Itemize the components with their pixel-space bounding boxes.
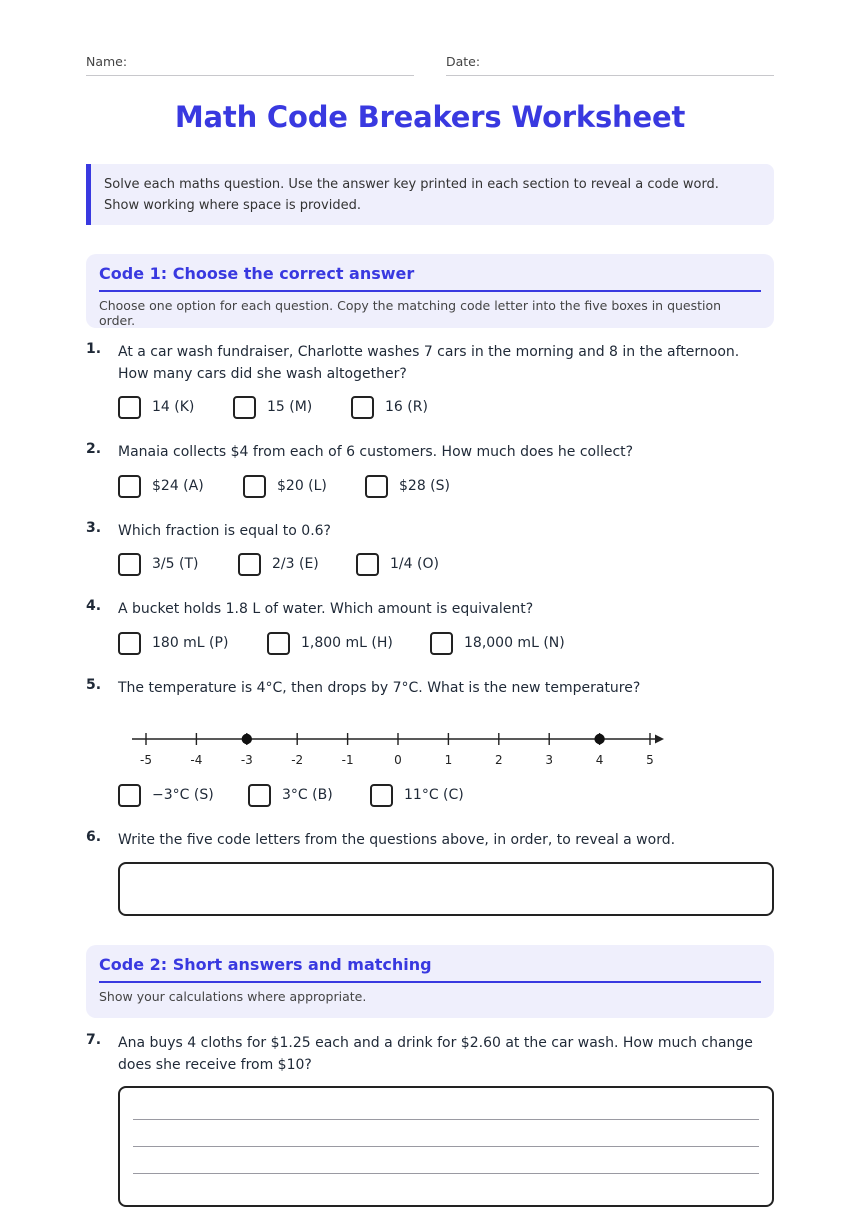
section-title: Code 1: Choose the correct answer [99, 264, 761, 292]
number-line-tick-label: -2 [291, 753, 304, 767]
date-label: Date: [446, 54, 481, 69]
option-label: $20 (L) [277, 478, 327, 494]
option-choice[interactable] [233, 395, 312, 419]
question-5 [86, 677, 774, 699]
number-line [118, 722, 678, 772]
option-label: 16 (R) [385, 399, 428, 415]
checkbox[interactable] [430, 632, 453, 655]
option-choice[interactable] [118, 395, 194, 419]
option-label: $28 (S) [399, 478, 450, 494]
option-label: 180 mL (P) [152, 635, 229, 651]
question-number: 4. [86, 598, 102, 614]
question-7 [86, 1032, 774, 1076]
working-answer-box[interactable] [118, 1086, 774, 1207]
option-label: 14 (K) [152, 399, 195, 415]
question-1 [86, 341, 774, 385]
worksheet-title: Math Code Breakers Worksheet [174, 100, 686, 134]
number-line-tick-label: 3 [545, 753, 554, 767]
option-choice[interactable] [430, 631, 565, 655]
option-choice[interactable] [267, 631, 393, 655]
option-label: 3/5 (T) [152, 556, 199, 572]
checkbox[interactable] [118, 475, 141, 498]
option-label: −3°C (S) [152, 787, 214, 803]
name-field[interactable] [86, 54, 414, 76]
right-arrow-icon [655, 735, 664, 744]
instructions-box [86, 164, 774, 225]
question-4 [86, 598, 774, 620]
question-6 [86, 829, 774, 851]
checkbox[interactable] [351, 396, 374, 419]
section-code-2 [86, 945, 774, 1018]
option-choice[interactable] [118, 552, 198, 576]
section-title: Code 2: Short answers and matching [99, 955, 761, 983]
section-subtitle: Show your calculations where appropriate. [99, 989, 367, 1004]
checkbox[interactable] [267, 632, 290, 655]
checkbox[interactable] [118, 784, 141, 807]
checkbox[interactable] [118, 396, 141, 419]
question-text: A bucket holds 1.8 L of water. Which amount is equivalent? [118, 601, 534, 617]
question-number: 2. [86, 441, 102, 457]
writing-line [133, 1119, 759, 1120]
checkbox[interactable] [365, 475, 388, 498]
checkbox[interactable] [356, 553, 379, 576]
option-label: 1,800 mL (H) [301, 635, 393, 651]
option-label: 11°C (C) [404, 787, 464, 803]
question-text: The temperature is 4°C, then drops by 7°C. What is the new temperature? [118, 680, 641, 696]
section-code-1 [86, 254, 774, 328]
checkbox[interactable] [238, 553, 261, 576]
writing-line [133, 1173, 759, 1174]
number-line-tick-label: -5 [140, 753, 152, 767]
option-label: 3°C (B) [282, 787, 333, 803]
question-3 [86, 520, 774, 542]
question-2 [86, 441, 774, 463]
question-number: 3. [86, 520, 102, 536]
question-text: Ana buys 4 cloths for $1.25 each and a drink for $2.60 at the car wash. How much change does she receive from $10? [118, 1035, 753, 1073]
date-field[interactable] [446, 54, 774, 76]
option-label: 2/3 (E) [272, 556, 319, 572]
number-line-tick-label: 0 [394, 753, 402, 767]
question-number: 7. [86, 1032, 102, 1048]
section-subtitle: Choose one option for each question. Copy the matching code letter into the five boxes in question order. [99, 298, 722, 328]
name-label: Name: [86, 54, 128, 69]
number-line-tick-label: 5 [646, 753, 654, 767]
option-label: 1/4 (O) [390, 556, 439, 572]
option-label: 15 (M) [267, 399, 313, 415]
option-choice[interactable] [118, 474, 204, 498]
checkbox[interactable] [118, 632, 141, 655]
option-choice[interactable] [118, 631, 228, 655]
question-number: 5. [86, 677, 102, 693]
option-choice[interactable] [238, 552, 319, 576]
question-text: Which fraction is equal to 0.6? [118, 523, 331, 539]
checkbox[interactable] [233, 396, 256, 419]
question-text: Manaia collects $4 from each of 6 customers. How much does he collect? [118, 444, 634, 460]
checkbox[interactable] [118, 553, 141, 576]
number-line-point [242, 734, 252, 744]
question-text: Write the five code letters from the questions above, in order, to reveal a word. [118, 832, 676, 848]
option-choice[interactable] [248, 783, 333, 807]
checkbox[interactable] [370, 784, 393, 807]
number-line-tick-label: 1 [444, 753, 453, 767]
number-line-tick-label: -3 [240, 753, 253, 767]
question-number: 1. [86, 341, 102, 357]
number-line-tick-label: 2 [494, 753, 503, 767]
option-label: 18,000 mL (N) [464, 635, 565, 651]
number-line-tick-label: 4 [595, 753, 604, 767]
option-label: $24 (A) [152, 478, 204, 494]
option-choice[interactable] [370, 783, 464, 807]
writing-line [133, 1146, 759, 1147]
student-info-row [86, 54, 774, 76]
checkbox[interactable] [248, 784, 271, 807]
question-number: 6. [86, 829, 102, 845]
instructions-text: Solve each maths question. Use the answer key printed in each section to reveal a code word. Show working where space is provided. [104, 177, 719, 213]
checkbox[interactable] [243, 475, 266, 498]
option-choice[interactable] [351, 395, 428, 419]
number-line-tick-label: -4 [190, 753, 203, 767]
option-choice[interactable] [356, 552, 439, 576]
option-choice[interactable] [118, 783, 214, 807]
option-choice[interactable] [365, 474, 450, 498]
number-line-point [594, 734, 604, 744]
code-word-answer-box[interactable] [118, 862, 774, 916]
question-text: At a car wash fundraiser, Charlotte washes 7 cars in the morning and 8 in the afternoon. How many cars did she wash altogether? [118, 344, 740, 382]
option-choice[interactable] [243, 474, 327, 498]
number-line-tick-label: -1 [341, 753, 354, 767]
